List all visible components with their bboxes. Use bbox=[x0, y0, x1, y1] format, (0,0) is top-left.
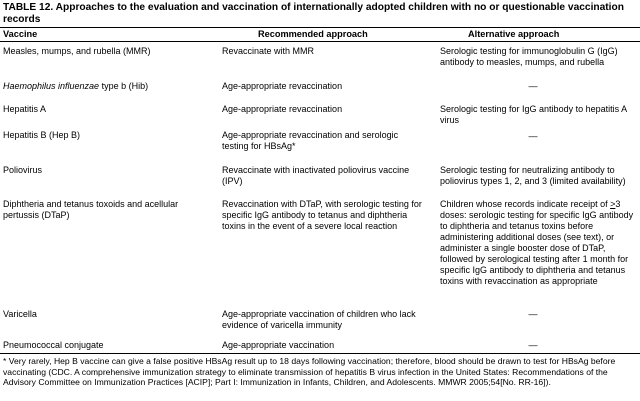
table-row-cell-vaccine: Hepatitis B (Hep B) bbox=[3, 130, 81, 140]
table-row-cell-vaccine: Hepatitis A bbox=[3, 104, 47, 114]
vaccine-suffix: type b (Hib) bbox=[99, 81, 149, 91]
header-bottom-rule bbox=[0, 41, 640, 42]
table-title: TABLE 12. Approaches to the evaluation and vaccination of internationally adopted children with no or questionable vaccination records bbox=[3, 2, 624, 25]
table-row-cell-vaccine: Varicella bbox=[3, 309, 37, 319]
alternative-text-end: 3 doses: serologic testing for specific IgG antibody to diphtheria and tetanus toxins before administering additional doses (see text), or administer a single booster dose of DTaP, followed by serological testing after 1 month for specific IgG antibody to diphtheria and tetanus toxins with revaccination as appropriate bbox=[440, 199, 634, 286]
table-row-cell-recommended: Age-appropriate vaccination of children who lack evidence of varicella immunity bbox=[222, 309, 416, 330]
alternative-text-start: Children whose records indicate receipt of bbox=[440, 199, 611, 209]
column-header-vaccine: Vaccine bbox=[3, 29, 38, 39]
table-row-cell-vaccine bbox=[3, 81, 208, 92]
italic-organism-name: Haemophilus influenzae bbox=[3, 81, 100, 91]
header-top-rule bbox=[0, 27, 640, 28]
column-header-alternative: Alternative approach bbox=[468, 29, 560, 39]
table-row-cell-vaccine: Poliovirus bbox=[3, 165, 43, 175]
table-row-cell-alternative: Serologic testing for immunoglobulin G (IgG) antibody to measles, mumps, and rubella bbox=[440, 46, 618, 67]
greater-equal-symbol: > bbox=[610, 199, 616, 209]
table-row-cell-vaccine: Pneumococcal conjugate bbox=[3, 340, 104, 350]
footnote: * Very rarely, Hep B vaccine can give a false positive HBsAg result up to 18 days following vaccination; therefore, blood should be drawn to test for HBsAg before vaccinating (CDC. A comprehensive immunization strategy to eliminate transmission of hepatitis B virus infection in the United States: Recommendations of the Advisory Committee on Immunization Practices [ACIP]; Part I: Immunization in Infants, Children, and Adolescents. MMWR 2005;54[No. RR-16]). bbox=[3, 356, 616, 388]
table-row-cell-vaccine: Diphtheria and tetanus toxoids and acellular pertussis (DTaP) bbox=[3, 199, 179, 220]
table-row-cell-alternative bbox=[440, 199, 636, 287]
table-row-cell-alternative: — bbox=[528, 340, 538, 350]
table-row-cell-recommended: Age-appropriate vaccination bbox=[222, 340, 335, 350]
table-row-cell-recommended: Revaccinate with inactivated poliovirus vaccine (IPV) bbox=[222, 165, 410, 186]
table-row-cell-recommended: Age-appropriate revaccination bbox=[222, 104, 343, 114]
table-row-cell-vaccine: Measles, mumps, and rubella (MMR) bbox=[3, 46, 151, 56]
table-row-cell-recommended: Revaccinate with MMR bbox=[222, 46, 315, 56]
table-row-cell-alternative: — bbox=[528, 131, 538, 141]
table-row-cell-alternative: — bbox=[528, 81, 538, 91]
table-row-cell-alternative: Serologic testing for neutralizing antibody to poliovirus types 1, 2, and 3 (limited availability) bbox=[440, 165, 626, 186]
table-row-cell-alternative: Serologic testing for IgG antibody to hepatitis A virus bbox=[440, 104, 627, 125]
table-row-cell-recommended: Age-appropriate revaccination and serologic testing for HBsAg* bbox=[222, 130, 399, 151]
table-bottom-rule bbox=[0, 353, 640, 354]
column-header-recommended: Recommended approach bbox=[258, 29, 368, 39]
table-row-cell-recommended: Revaccination with DTaP, with serologic testing for specific IgG antibody to tetanus and diphtheria toxins in the event of a severe local reaction bbox=[222, 199, 422, 231]
table-row-cell-recommended: Age-appropriate revaccination bbox=[222, 81, 343, 91]
table-row-cell-alternative: — bbox=[528, 309, 538, 319]
